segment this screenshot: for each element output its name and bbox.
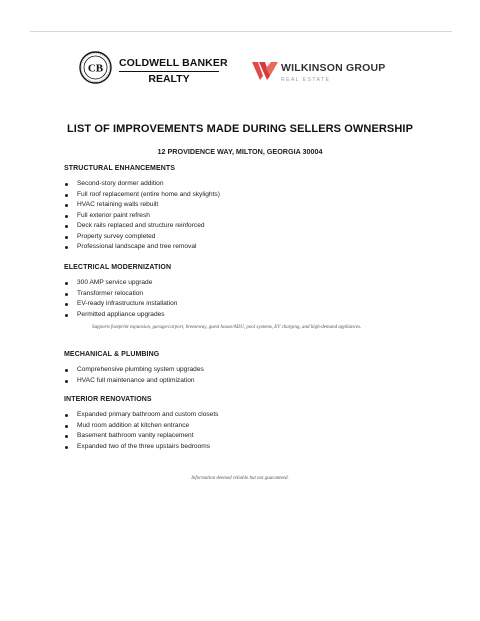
list-item: Second-story dormer addition — [64, 179, 220, 190]
electrical-note: Supports footprint expansion, garage/carport, breezeway, guest house/ADU, pool systems, EV charging, and high-demand appliances. — [92, 325, 362, 330]
list-item: Deck rails replaced and structure reinforced — [64, 221, 220, 232]
section-heading: STRUCTURAL ENHANCEMENTS — [64, 165, 176, 172]
bullet-icon — [65, 194, 68, 197]
bullet-icon — [65, 246, 68, 249]
coldwell-banker-name: COLDWELL BANKER — [119, 57, 228, 69]
coldwell-banker-subname: REALTY — [119, 71, 219, 85]
list-item: Comprehensive plumbing system upgrades — [64, 365, 204, 376]
document-title: LIST OF IMPROVEMENTS MADE DURING SELLERS OWNERSHIP — [66, 123, 414, 135]
list-item: Full roof replacement (entire home and skylights) — [64, 190, 220, 201]
bullet-icon — [65, 282, 68, 285]
coldwell-banker-seal-icon — [79, 51, 112, 84]
section-heading: ELECTRICAL MODERNIZATION — [64, 264, 172, 271]
list-item: 300 AMP service upgrade — [64, 278, 177, 289]
property-address: 12 PROVIDENCE WAY, MILTON, GEORGIA 30004 — [157, 147, 323, 156]
list-item: Transformer relocation — [64, 289, 177, 300]
bullet-icon — [65, 215, 68, 218]
list-item: Professional landscape and tree removal — [64, 242, 220, 253]
list-item: HVAC retaining walls rebuilt — [64, 200, 220, 211]
bullet-icon — [65, 369, 68, 372]
bullet-icon — [65, 303, 68, 306]
bullet-icon — [65, 236, 68, 239]
bullet-icon — [65, 204, 68, 207]
section-heading: MECHANICAL & PLUMBING — [64, 351, 160, 358]
wilkinson-group-name: WILKINSON GROUP — [281, 62, 386, 74]
structural-section — [64, 165, 220, 253]
bullet-icon — [65, 183, 68, 186]
bullet-icon — [65, 446, 68, 449]
bullet-icon — [65, 435, 68, 438]
list-item: Mud room addition at kitchen entrance — [64, 421, 218, 432]
bullet-icon — [65, 225, 68, 228]
list-item: Basement bathroom vanity replacement — [64, 431, 218, 442]
bullet-icon — [65, 414, 68, 417]
mechanical-section — [64, 351, 204, 386]
list-item: Permitted appliance upgrades — [64, 310, 177, 321]
wilkinson-group-subname: REAL ESTATE — [281, 77, 331, 83]
section-heading: INTERIOR RENOVATIONS — [64, 396, 152, 403]
bullet-icon — [65, 293, 68, 296]
list-item: HVAC full maintenance and optimization — [64, 376, 204, 387]
list-item: EV-ready infrastructure installation — [64, 299, 177, 310]
list-item: Expanded two of the three upstairs bedrooms — [64, 442, 218, 453]
bullet-icon — [65, 425, 68, 428]
svg-text:CB: CB — [87, 62, 104, 75]
top-divider — [30, 31, 452, 32]
bullet-icon — [65, 314, 68, 317]
bullet-icon — [65, 380, 68, 383]
wilkinson-w-icon — [252, 60, 278, 82]
electrical-section — [64, 264, 177, 320]
list-item: Expanded primary bathroom and custom closets — [64, 410, 218, 421]
disclaimer: Information deemed reliable but not guaranteed. — [191, 476, 289, 481]
list-item: Property survey completed — [64, 232, 220, 243]
list-item: Full exterior paint refresh — [64, 211, 220, 222]
interior-section — [64, 396, 218, 452]
